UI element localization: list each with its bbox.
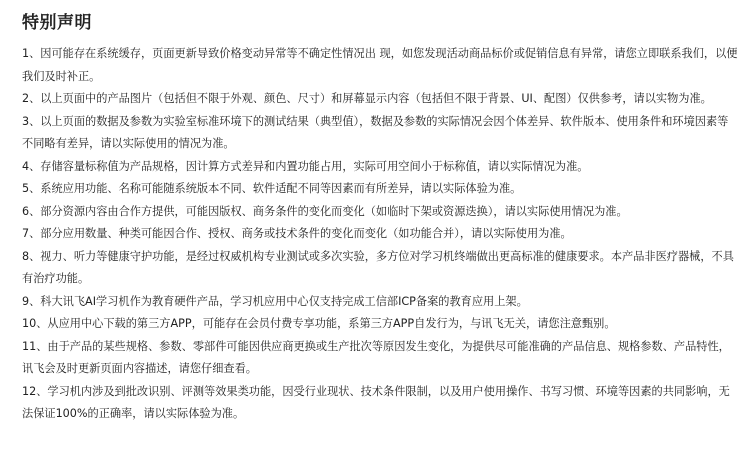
disclaimer-item-1: 1、因可能存在系统缓存，页面更新导致价格变动异常等不确定性情况出 现，如您发现活动商品标价或促销信息有异常，请您立即联系我们，以便我们及时补正。 [22, 47, 738, 83]
disclaimer-item-7: 7、部分应用数量、种类可能因合作、授权、商务或技术条件的变化而变化（如功能合并），请以实际使用为准。 [22, 227, 572, 240]
disclaimer-item-6: 6、部分资源内容由合作方提供，可能因版权、商务条件的变化而变化（如临时下架或资源迭换），请以实际使用情况为准。 [22, 204, 628, 218]
disclaimer-item-10: 10、从应用中心下载的第三方APP，可能存在会员付费专享功能，系第三方APP自发行为，与讯飞无关，请您注意甄别。 [22, 317, 616, 330]
disclaimer-item-9: 9、科大讯飞AI学习机作为教育硬件产品，学习机应用中心仅支持完成工信部ICP备案的教育应用上架。 [22, 294, 528, 308]
disclaimer-list [22, 43, 738, 426]
disclaimer-item-4: 4、存储容量标称值为产品规格，因计算方式差异和内置功能占用，实际可用空间小于标称值，请以实际情况为准。 [22, 159, 589, 173]
disclaimer-item-8: 8、视力、听力等健康守护功能，是经过权威机构专业测试或多次实验，多方位对学习机终端做出更高标准的健康要求。本产品非医疗器械，不具有治疗功能。 [22, 249, 734, 285]
disclaimer-item-5: 5、系统应用功能、名称可能随系统版本不同、软件适配不同等因素而有所差异，请以实际体验为准。 [22, 182, 522, 195]
disclaimer-item-12: 12、学习机内涉及到批改识别、评测等效果类功能，因受行业现状、技术条件限制，以及用户使用操作、书写习惯、环境等因素的共同影响，无法保证100%的正确率，请以实际体验为准。 [22, 384, 730, 420]
disclaimer-item-3: 3、以上页面的数据及参数为实验室标准环境下的测试结果（典型值），数据及参数的实际情况会因个体差异、软件版本、使用条件和环境因素等不同略有差异，请以实际使用的情况为准。 [22, 114, 729, 150]
page-title: 特别声明 [22, 13, 92, 33]
disclaimer-item-11: 11、由于产品的某些规格、参数、零部件可能因供应商更换或生产批次等原因发生变化，为提供尽可能准确的产品信息、规格参数、产品特性，讯飞会及时更新页面内容描述，请您仔细查看。 [22, 339, 730, 375]
disclaimer-item-2: 2、以上页面中的产品图片（包括但不限于外观、颜色、尺寸）和屏幕显示内容（包括但不限于背景、UI、配图）仅供参考，请以实物为准。 [22, 92, 712, 105]
